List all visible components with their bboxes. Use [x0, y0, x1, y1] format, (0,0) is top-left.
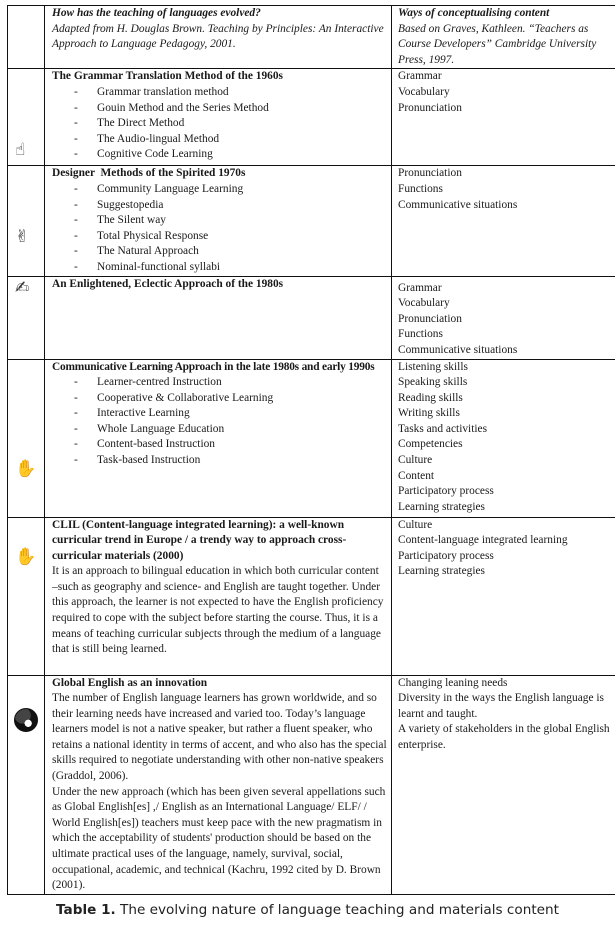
method-cell — [45, 69, 392, 166]
content-item: Learning strategies — [398, 500, 485, 513]
header-icon-cell — [8, 6, 45, 69]
method-list — [52, 182, 387, 276]
list-item: - Whole Language Education — [52, 422, 387, 438]
content-item: Learning strategies — [398, 565, 485, 578]
list-item: - Community Language Learning — [52, 182, 387, 198]
list-item: - Suggestopedia — [52, 198, 387, 214]
header-right-source: Based on Graves, Kathleen. “Teachers as Course Developers” Cambridge University Press, 1997. — [398, 22, 597, 66]
list-item: - The Audio-lingual Method — [52, 132, 387, 148]
victory-hand-icon: ✌ — [15, 227, 30, 248]
list-item: - The Silent way — [52, 213, 387, 229]
content-cell — [392, 359, 615, 517]
content-cell — [392, 276, 615, 359]
pointing-finger-icon: ☝ — [15, 140, 26, 161]
table-row — [8, 517, 615, 675]
header-right-title: Ways of conceptualising content — [398, 7, 550, 19]
crossed-fingers-hand-icon: ✍ — [15, 277, 30, 298]
list-item: - Interactive Learning — [52, 406, 387, 422]
method-cell — [45, 675, 392, 894]
header-right-cell — [392, 6, 615, 69]
content-item: Pronunciation — [398, 167, 462, 180]
content-item: A variety of stakeholders in the global English enterprise. — [398, 723, 610, 751]
content-cell — [392, 166, 615, 276]
list-item: - The Direct Method — [52, 116, 387, 132]
list-item: - Grammar translation method — [52, 85, 387, 101]
icon-cell — [8, 517, 45, 675]
method-cell — [45, 517, 392, 675]
table-row — [8, 359, 615, 517]
list-item: - Cooperative & Collaborative Learning — [52, 391, 387, 407]
content-item: Grammar — [398, 70, 442, 83]
list-item: - Task-based Instruction — [52, 453, 387, 469]
list-item: - Cognitive Code Learning — [52, 147, 387, 163]
content-cell — [392, 69, 615, 166]
content-item: Culture — [398, 454, 433, 467]
method-list — [52, 375, 387, 469]
table-row — [8, 276, 615, 359]
content-item: Communicative situations — [398, 343, 518, 356]
method-title: Communicative Learning Approach in the late 1980s and early 1990s — [52, 360, 375, 373]
table-row — [8, 166, 615, 276]
header-left-cell — [45, 6, 392, 69]
list-item: - Gouin Method and the Series Method — [52, 101, 387, 117]
caption-label: Table 1. — [56, 902, 116, 918]
method-cell — [45, 359, 392, 517]
content-cell — [392, 675, 615, 894]
table-row — [8, 675, 615, 894]
content-item: Communicative situations — [398, 198, 518, 211]
table-row — [8, 69, 615, 166]
method-title: An Enlightened, Eclectic Approach of the 1980s — [52, 277, 284, 290]
ok-hand-icon: ✋ — [15, 458, 37, 479]
method-title: Designer Methods of the Spirited 1970s — [52, 167, 246, 180]
icon-cell — [8, 69, 45, 166]
method-title: The Grammar Translation Method of the 1960s — [52, 70, 283, 83]
content-item: Pronunciation — [398, 101, 462, 114]
content-item: Pronunciation — [398, 312, 462, 325]
icon-cell — [8, 166, 45, 276]
content-item: Diversity in the ways the English language is learnt and taught. — [398, 692, 604, 720]
icon-cell — [8, 276, 45, 359]
open-hand-icon: ✋ — [15, 546, 37, 567]
content-item: Content — [398, 469, 435, 482]
icon-cell — [8, 359, 45, 517]
content-item: Content-language integrated learning — [398, 534, 568, 547]
header-left-source: Adapted from H. Douglas Brown. Teaching by Principles: An Interactive Approach to Language Pedagogy, 2001. — [52, 22, 384, 51]
table-caption — [0, 902, 615, 918]
icon-cell — [8, 675, 45, 894]
content-item: Reading skills — [398, 391, 463, 404]
method-title: Global English as an innovation — [52, 676, 208, 689]
list-item: - Learner-centred Instruction — [52, 375, 387, 391]
content-item: Culture — [398, 518, 433, 531]
content-item: Grammar — [398, 281, 442, 294]
globe-icon — [14, 708, 38, 732]
content-item: Participatory process — [398, 549, 494, 562]
list-item: - Total Physical Response — [52, 229, 387, 245]
method-list — [52, 85, 387, 163]
caption-text: The evolving nature of language teaching and materials content — [115, 902, 559, 918]
content-item: Changing leaning needs — [398, 676, 508, 689]
list-item: - Content-based Instruction — [52, 437, 387, 453]
content-item: Speaking skills — [398, 376, 468, 389]
content-cell — [392, 517, 615, 675]
method-description: It is an approach to bilingual education in which both curricular content –such as geography and science- and English are taught together. Under this approach, the learner is not expected to have the English proficiency required to cope with the subject before starting the course. Thus, it is a means of teaching curricular subjects through the medium of a language that is still being learned. — [52, 565, 384, 656]
content-item: Listening skills — [398, 360, 468, 373]
content-item: Vocabulary — [398, 85, 450, 98]
content-item: Functions — [398, 328, 443, 341]
method-title: CLIL (Content-language integrated learning): a well-known curricular trend in Europe / a trendy way to approach cross-curricular materials (2000) — [52, 518, 347, 562]
content-item: Writing skills — [398, 407, 460, 420]
content-item: Functions — [398, 182, 443, 195]
language-teaching-table — [7, 5, 615, 895]
content-item: Participatory process — [398, 485, 494, 498]
method-cell — [45, 276, 392, 359]
header-row — [8, 6, 615, 69]
content-item: Vocabulary — [398, 297, 450, 310]
list-item: - Nominal-functional syllabi — [52, 260, 387, 276]
content-item: Competencies — [398, 438, 463, 451]
header-left-title: How has the teaching of languages evolved? — [52, 7, 261, 19]
list-item: - The Natural Approach — [52, 244, 387, 260]
content-item: Tasks and activities — [398, 422, 488, 435]
method-cell — [45, 166, 392, 276]
method-description: The number of English language learners has grown worldwide, and so their learning needs have increased and varied too. Today’s language learners model is not a native speaker, but rather a fluent speaker, who retains a national identity in terms of accent, and who also has the special skills required to negotiate understanding with other non-native speakers (Graddol, 2006). — [52, 692, 387, 783]
method-description: Under the new approach (which has been given several appellations such as Global English[es] ,/ English as an International Language/ ELF/ / World English[es]) teachers must keep pace with the new pragmatism in which the acceptability of students' production should be based on the ultimate practical uses of the language, namely, survival, social, occupational, academic, and technical (Kachru, 1992 cited by D. Brown (2001). — [52, 785, 386, 892]
